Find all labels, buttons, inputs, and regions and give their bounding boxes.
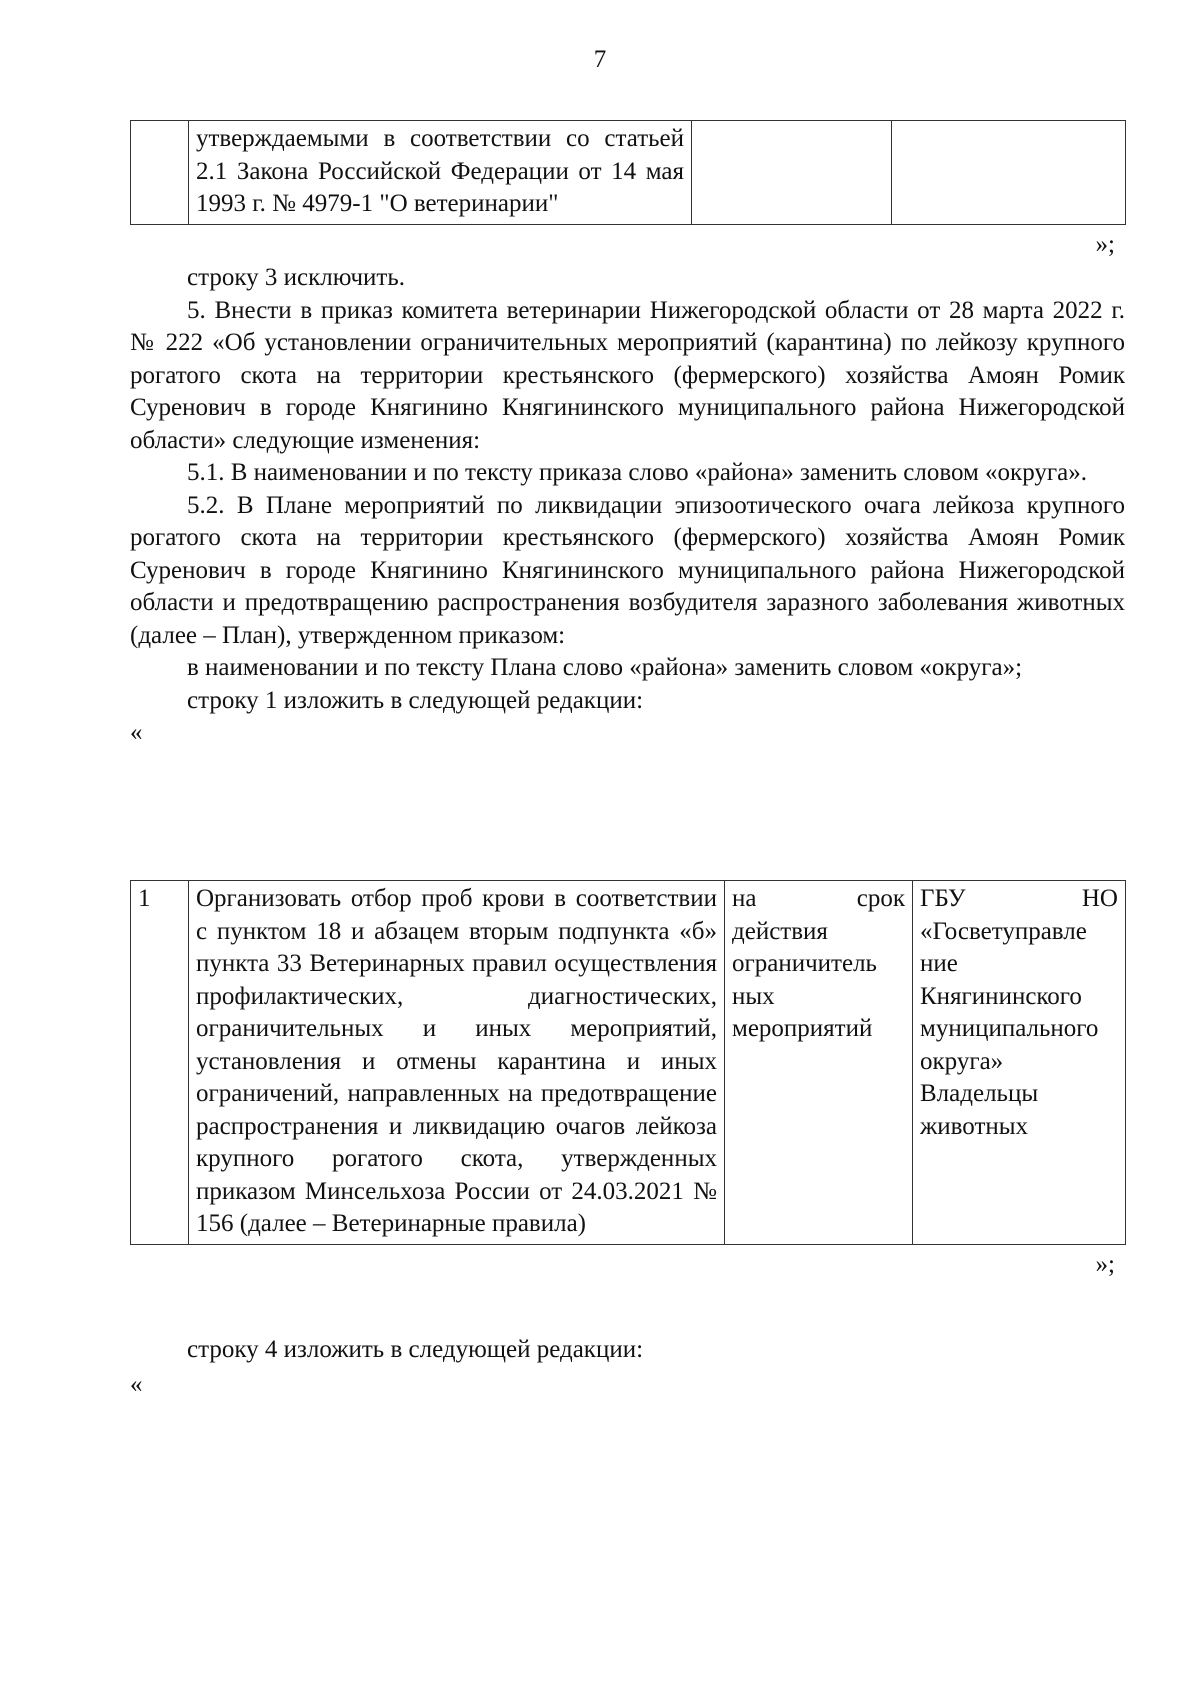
tail-text [130, 1334, 1125, 1401]
table-cell-term: на срок действия ограничитель ных мероприятий [725, 881, 913, 1245]
table-continuation [130, 120, 1125, 261]
paragraph-item-5-2: 5.2. В Плане мероприятий по ликвидации эпизоотического очага лейкоза крупного рогатого скота на территории крестьянского (фермерского) хозяйства Амоян Ромик Суренович в городе Княгинино Княгининского муниципального района Нижегородской области и предотвращению распространения возбудителя заразного заболевания животных (далее – План), утвержденном приказом: [130, 491, 1125, 649]
closing-quote: »; [1095, 230, 1115, 258]
plan-table-row1 [130, 880, 1126, 1245]
plan-table-fragment [130, 120, 1126, 225]
table-row [131, 881, 1126, 1245]
table-row [131, 121, 1126, 225]
closing-quote: »; [1095, 1250, 1115, 1278]
table-cell-term [692, 121, 892, 225]
table-row1-block [130, 880, 1125, 1281]
paragraph-row1-edit: строку 1 изложить в следующей редакции: [187, 686, 644, 714]
table-cell-number [131, 121, 189, 225]
paragraph-plan-replace: в наименовании и по тексту Плана слово «района» заменить словом «округа»; [187, 654, 1023, 681]
table-cell-action: утверждаемыми в соответствии со статьей 2.1 Закона Российской Федерации от 14 мая 1993 г. № 4979-1 "О ветеринарии" [189, 121, 692, 225]
table-cell-responsible [892, 121, 1126, 225]
table-cell-number: 1 [131, 881, 189, 1245]
paragraph-item-5: 5. Внести в приказ комитета ветеринарии Нижегородской области от 28 марта 2022 г. № 222 «Об установлении ограничительных мероприятий (карантина) по лейкозу крупного рогатого скота на территории крестьянского (фермерского) хозяйства Амоян Ромик Суренович в городе Княгинино Княгининского муниципального района Нижегородской области» следующие изменения: [130, 296, 1125, 454]
body-text [130, 262, 1125, 750]
opening-quote: « [130, 719, 143, 746]
table-cell-action: Организовать отбор проб крови в соответствии с пунктом 18 и абзацем вторым подпункта «б» пункта 33 Ветеринарных правил осуществления профилактических, диагностических, ограничительных и иных мероприятий, установления и отмены карантина и иных ограничений, направленных на предотвращение распространения и ликвидацию очагов лейкоза крупного рогатого скота, утвержденных приказом Минсельхоза России от 24.03.2021 № 156 (далее – Ветеринарные правила) [189, 881, 725, 1245]
paragraph-item-5-1: 5.1. В наименовании и по тексту приказа слово «района» заменить словом «округа». [187, 459, 1087, 486]
opening-quote: « [130, 1370, 143, 1398]
table-cell-responsible: ГБУ НО «Госветуправле ние Княгининского муниципального округа» Владельцы животных [913, 881, 1126, 1245]
paragraph-row3-exclude: строку 3 исключить. [187, 264, 405, 291]
paragraph-row4-edit: строку 4 изложить в следующей редакции: [187, 1336, 644, 1363]
page-number: 7 [593, 46, 607, 73]
